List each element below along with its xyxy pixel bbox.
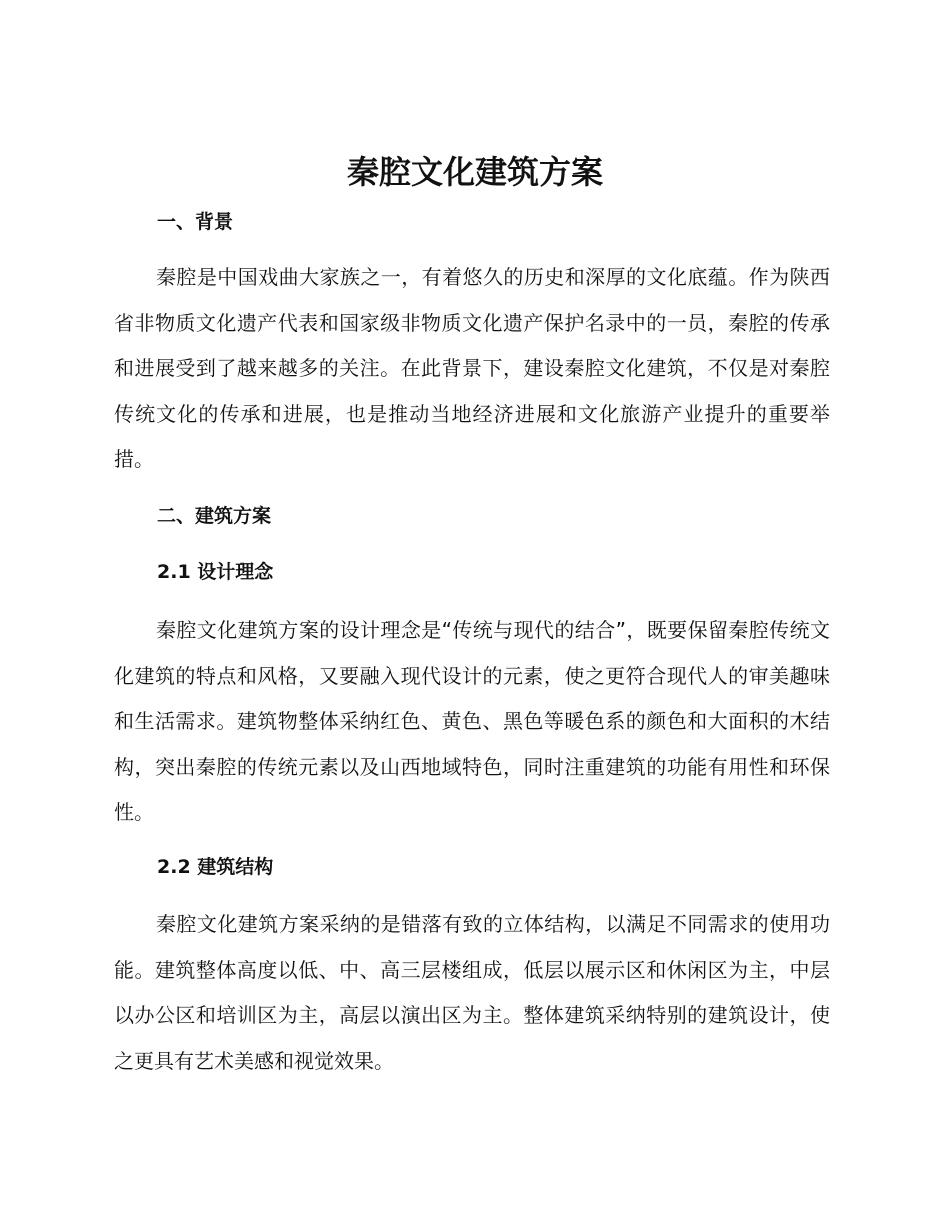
section-heading-architecture-plan: 二、建筑方案 xyxy=(157,505,272,527)
paragraph-building-structure: 秦腔文化建筑方案采纳的是错落有致的立体结构，以满足不同需求的使用功能。建筑整体高度以低、中、高三层楼组成，低层以展示区和休闲区为主，中层以办公区和培训区为主，高层以演出区为主。整体建筑采纳特别的建筑设计，使之更具有艺术美感和视觉效果。 xyxy=(114,912,830,1073)
paragraph-background: 秦腔是中国戏曲大家族之一，有着悠久的历史和深厚的文化底蕴。作为陕西省非物质文化遗产代表和国家级非物质文化遗产保护名录中的一员，秦腔的传承和进展受到了越来越多的关注。在此背景下，建设秦腔文化建筑，不仅是对秦腔传统文化的传承和进展，也是推动当地经济进展和文化旅游产业提升的重要举措。 xyxy=(114,265,830,472)
section-heading-background: 一、背景 xyxy=(157,211,234,233)
subsection-heading-design-concept: 2.1 设计理念 xyxy=(157,561,274,583)
document-title: 秦腔文化建筑方案 xyxy=(346,153,603,191)
paragraph-design-concept: 秦腔文化建筑方案的设计理念是“传统与现代的结合”，既要保留秦腔传统文化建筑的特点和风格，又要融入现代设计的元素，使之更符合现代人的审美趣味和生活需求。建筑物整体采纳红色、黄色、黑色等暖色系的颜色和大面积的木结构，突出秦腔的传统元素以及山西地域特色，同时注重建筑的功能有用性和环保性。 xyxy=(114,618,830,825)
subsection-heading-building-structure: 2.2 建筑结构 xyxy=(157,856,274,878)
